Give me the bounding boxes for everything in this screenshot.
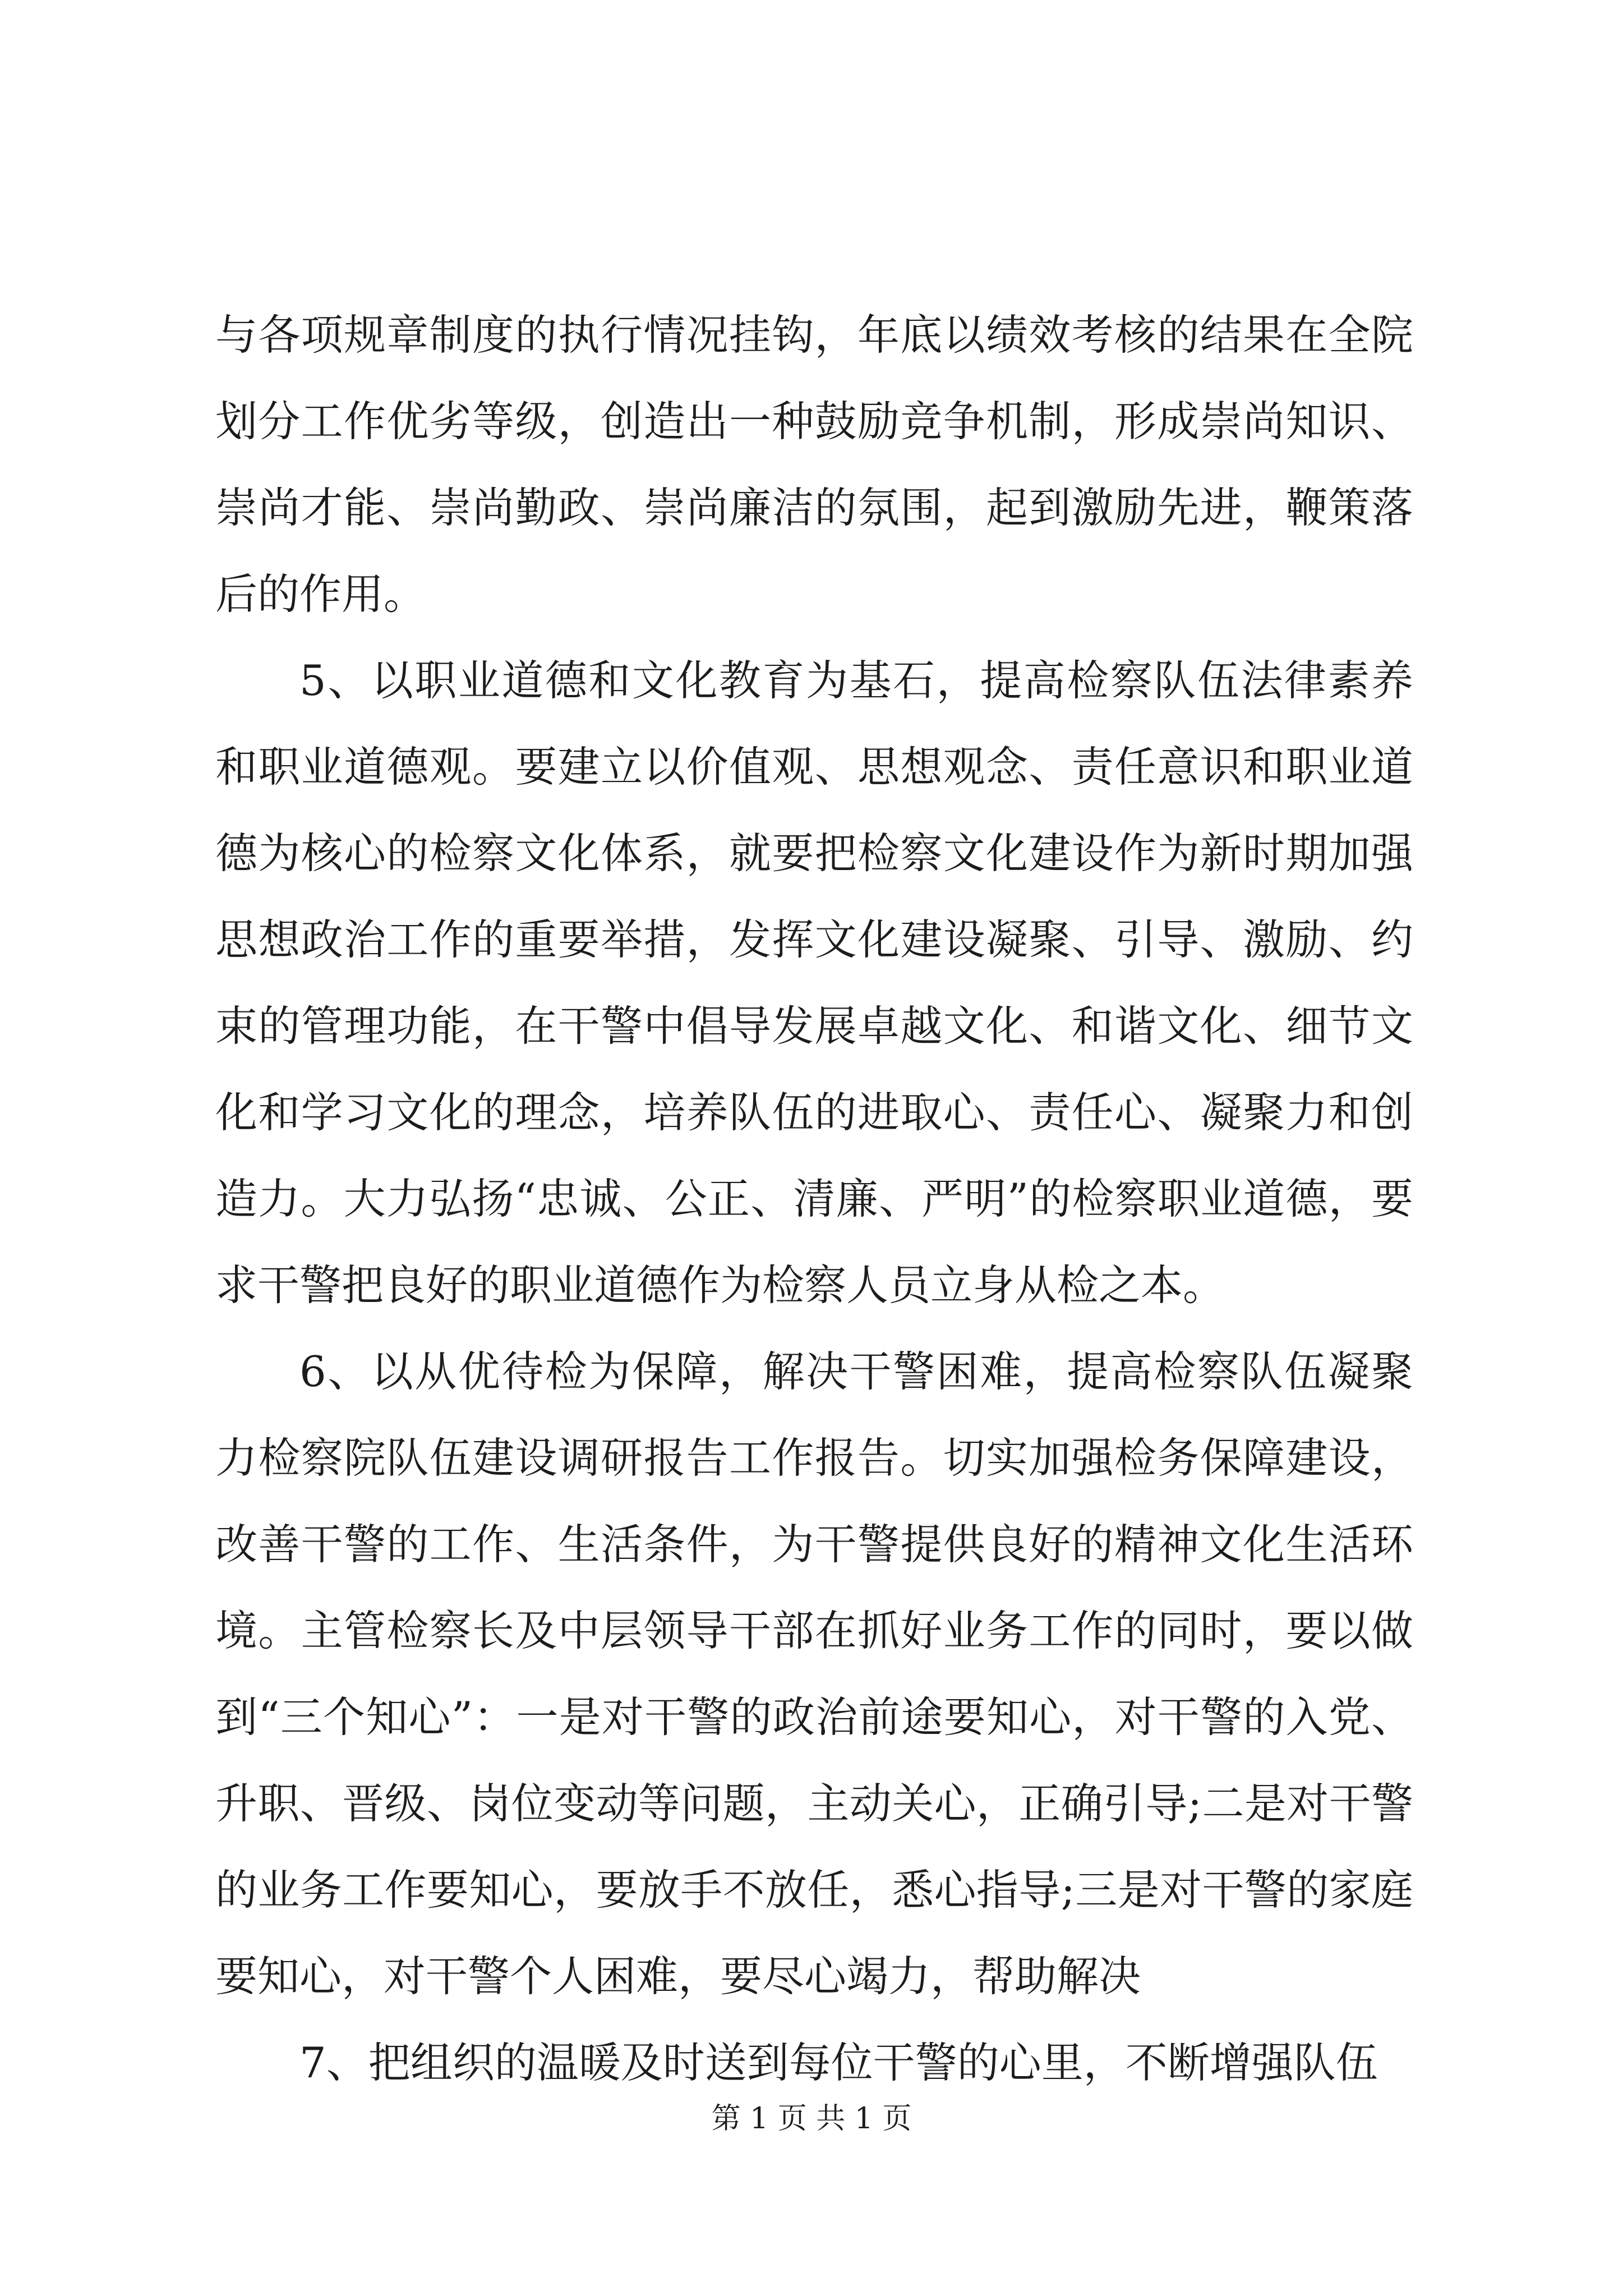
paragraph-1: 与各项规章制度的执行情况挂钩，年底以绩效考核的结果在全院划分工作优劣等级，创造出一种鼓励竞争机制，形成崇尚知识、崇尚才能、崇尚勤政、崇尚廉洁的氛围，起到激励先进，鞭策落后的作用。: [215, 310, 1413, 619]
document-body: [215, 292, 1413, 2106]
paragraph-2: 5、以职业道德和文化教育为基石，提高检察队伍法律素养和职业道德观。要建立以价值观、思想观念、责任意识和职业道德为核心的检察文化体系，就要把检察文化建设作为新时期加强思想政治工作的重要举措，发挥文化建设凝聚、引导、激励、约束的管理功能，在干警中倡导发展卓越文化、和谐文化、细节文化和学习文化的理念，培养队伍的进取心、责任心、凝聚力和创造力。大力弘扬“忠诚、公正、清廉、严明”的检察职业道德，要求干警把良好的职业道德作为检察人员立身从检之本。: [215, 656, 1413, 1310]
page-footer: 第 1 页 共 1 页: [711, 2102, 912, 2136]
paragraph-4: 7、把组织的温暖及时送到每位干警的心里，不断增强队伍: [299, 2038, 1378, 2087]
paragraph-3: 6、以从优待检为保障，解决干警困难，提高检察队伍凝聚力检察院队伍建设调研报告工作报告。切实加强检务保障建设，改善干警的工作、生活条件，为干警提供良好的精神文化生活环境。主管检察长及中层领导干部在抓好业务工作的同时，要以做到“三个知心”：一是对干警的政治前途要知心，对干警的入党、升职、晋级、岗位变动等问题，主动关心，正确引导;二是对干警的业务工作要知心，要放手不放任，悉心指导;三是对干警的家庭要知心，对干警个人困难，要尽心竭力，帮助解决: [215, 1347, 1413, 2001]
